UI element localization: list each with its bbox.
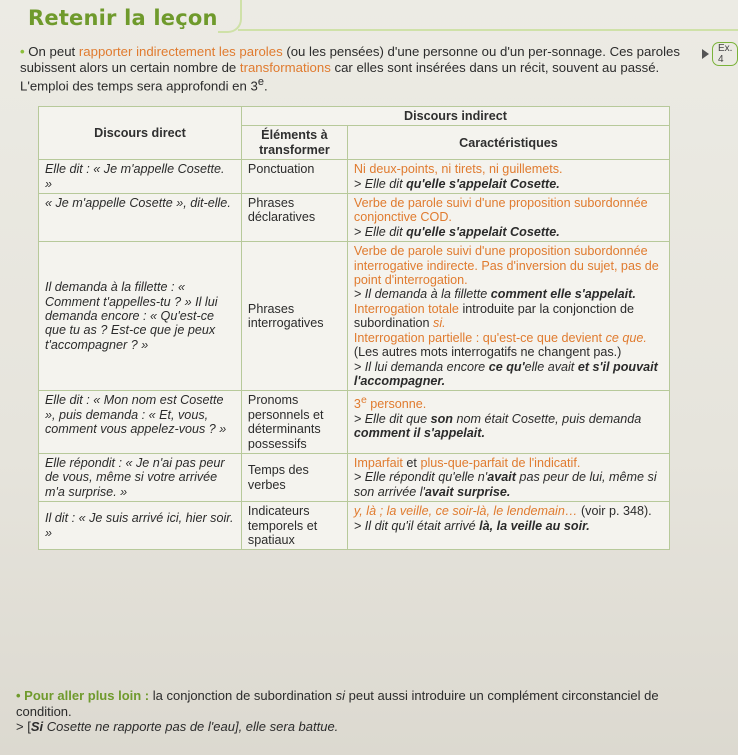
bullet-icon: • (16, 688, 25, 703)
element-cell: Ponctuation (241, 160, 347, 194)
example-emphasis: qu'elle s'appelait Cosette. (406, 176, 560, 191)
rule-text: plus-que-parfait de l'indicatif. (420, 455, 581, 470)
triangle-arrow-icon (702, 49, 709, 59)
example-text: nom était Cosette, puis demanda (452, 411, 642, 426)
bullet-icon: • (20, 44, 25, 59)
direct-cell: Elle répondit : « Je n'ai pas peur de vous, même si votre arrivée m'a surprise. » (39, 453, 242, 501)
example-emphasis: comment elle s'appelait. (490, 287, 636, 302)
direct-cell: « Je m'appelle Cosette », dit-elle. (39, 194, 242, 242)
note-text: peut aussi introduire un complément circonstanciel de condition. (16, 688, 659, 719)
example-text: > Elle dit que (353, 411, 431, 426)
table-row (39, 194, 670, 242)
rule-superscript: e (360, 394, 367, 407)
intro-text: (ou les pensées) d'une personne ou d'un per-sonnage. Ces paroles subissent alors un certain nombre de (20, 44, 680, 75)
example-text: pas peur de lui, même si son arrivée l' (353, 470, 657, 499)
discourse-table (38, 106, 670, 550)
intro-superscript: e (257, 76, 264, 88)
table-row (39, 160, 670, 194)
characteristics-cell (347, 242, 669, 391)
intro-paragraph (20, 44, 680, 94)
intro-text: On peut (28, 44, 79, 59)
exercise-badge[interactable]: Ex. 4 (712, 42, 738, 66)
characteristics-cell (347, 160, 669, 194)
page-reference: (voir p. 348). (577, 504, 652, 519)
table-row (39, 453, 670, 501)
lesson-title: Retenir la leçon (28, 6, 218, 30)
example-text: > Elle répondit qu'elle n' (353, 470, 488, 485)
element-cell: Indicateurs temporels et spatiaux (241, 502, 347, 550)
example-emphasis: avait (487, 470, 516, 485)
example-text: > Elle dit (353, 224, 407, 239)
note-heading: Pour aller plus loin : (24, 688, 150, 703)
example-text: > Il demanda à la fillette (353, 287, 491, 302)
example-emphasis: qu'elle s'appelait Cosette. (406, 224, 560, 239)
rule-text: Interrogation totale (353, 301, 459, 316)
characteristics-cell (347, 502, 669, 550)
example-emphasis: et s'il pouvait l'accompagner. (353, 359, 658, 388)
header-indirect: Discours indirect (241, 107, 669, 126)
exercise-reference[interactable] (702, 42, 738, 66)
note-emphasis: Si (30, 719, 44, 734)
characteristics-cell (347, 453, 669, 501)
title-rule (238, 29, 738, 31)
example-text: > Il lui demanda encore (353, 359, 489, 374)
rule-text: Ni deux-points, ni tirets, ni guillemets. (353, 162, 563, 177)
element-cell: Pronoms personnels et déterminants possessifs (241, 391, 347, 454)
rule-text: Interrogation partielle : qu'est-ce que devient (353, 330, 606, 345)
characteristics-cell (347, 391, 669, 454)
header-direct: Discours direct (39, 107, 242, 160)
rule-text: personne. (366, 397, 427, 412)
intro-highlight: transformations (239, 59, 331, 75)
rule-text: Imparfait (353, 455, 403, 470)
note-example: > [ (16, 719, 31, 734)
example-emphasis: avait surprise. (424, 484, 511, 499)
header-elements: Éléments à transformer (241, 126, 347, 160)
rule-highlight: ce que. (605, 330, 647, 345)
intro-text: . (263, 78, 268, 94)
rule-text: Verbe de parole suivi d'une proposition subordonnée conjonctive COD. (353, 196, 648, 225)
rule-text: (Les autres mots interrogatifs ne changent pas.) (353, 345, 622, 360)
direct-cell: Elle dit : « Je m'appelle Cosette. » (39, 160, 242, 194)
element-cell: Temps des verbes (241, 453, 347, 501)
table-row (39, 242, 670, 391)
note-text: la conjonction de subordination (149, 688, 336, 703)
example-emphasis: là, la veille au soir. (479, 518, 590, 533)
element-cell: Phrases déclaratives (241, 194, 347, 242)
example-text: > Elle dit (353, 176, 407, 191)
direct-cell: Il demanda à la fillette : « Comment t'appelles-tu ? » Il lui demanda encore : « Qu'est-ce que tu as ? Est-ce que je peux t'accompagner ? » (39, 242, 242, 391)
example-text: > Il dit qu'il était arrivé (353, 518, 480, 533)
rule-highlight: si. (433, 316, 446, 331)
element-cell: Phrases interrogatives (241, 242, 347, 391)
note-example: Cosette ne rapporte pas de l'eau], elle sera battue. (43, 719, 339, 734)
direct-cell: Il dit : « Je suis arrivé ici, hier soir. » (39, 502, 242, 550)
note-emphasis: si (335, 688, 345, 703)
header-characteristics: Caractéristiques (347, 126, 669, 160)
characteristics-cell (347, 194, 669, 242)
example-emphasis: son (430, 411, 453, 426)
intro-text: car elles sont insérées dans un récit, souvent au passé. L'emploi des temps sera approfondi en 3 (20, 59, 660, 94)
example-emphasis: comment il s'appelait. (353, 426, 485, 441)
direct-cell: Elle dit : « Mon nom est Cosette », puis demanda : « Et, vous, comment vous appelez-vous ? » (39, 391, 242, 454)
intro-highlight: rapporter indirectement les paroles (78, 44, 283, 59)
example-emphasis: ce qu' (488, 359, 525, 374)
rule-text: introduite par la conjonction de subordination (353, 301, 634, 331)
rule-text: y, là ; la veille, ce soir-là, le lendemain… (353, 504, 578, 519)
table-row (39, 391, 670, 454)
going-further-note (16, 688, 696, 735)
rule-text: 3 (353, 397, 361, 412)
rule-text: et (402, 455, 421, 470)
table-header-row (39, 107, 670, 126)
table-row (39, 502, 670, 550)
rule-text: Verbe de parole suivi d'une proposition subordonnée interrogative indirecte. Pas d'inversion du sujet, pas de point d'interrogation. (353, 244, 659, 288)
example-text: elle avait (524, 359, 578, 374)
